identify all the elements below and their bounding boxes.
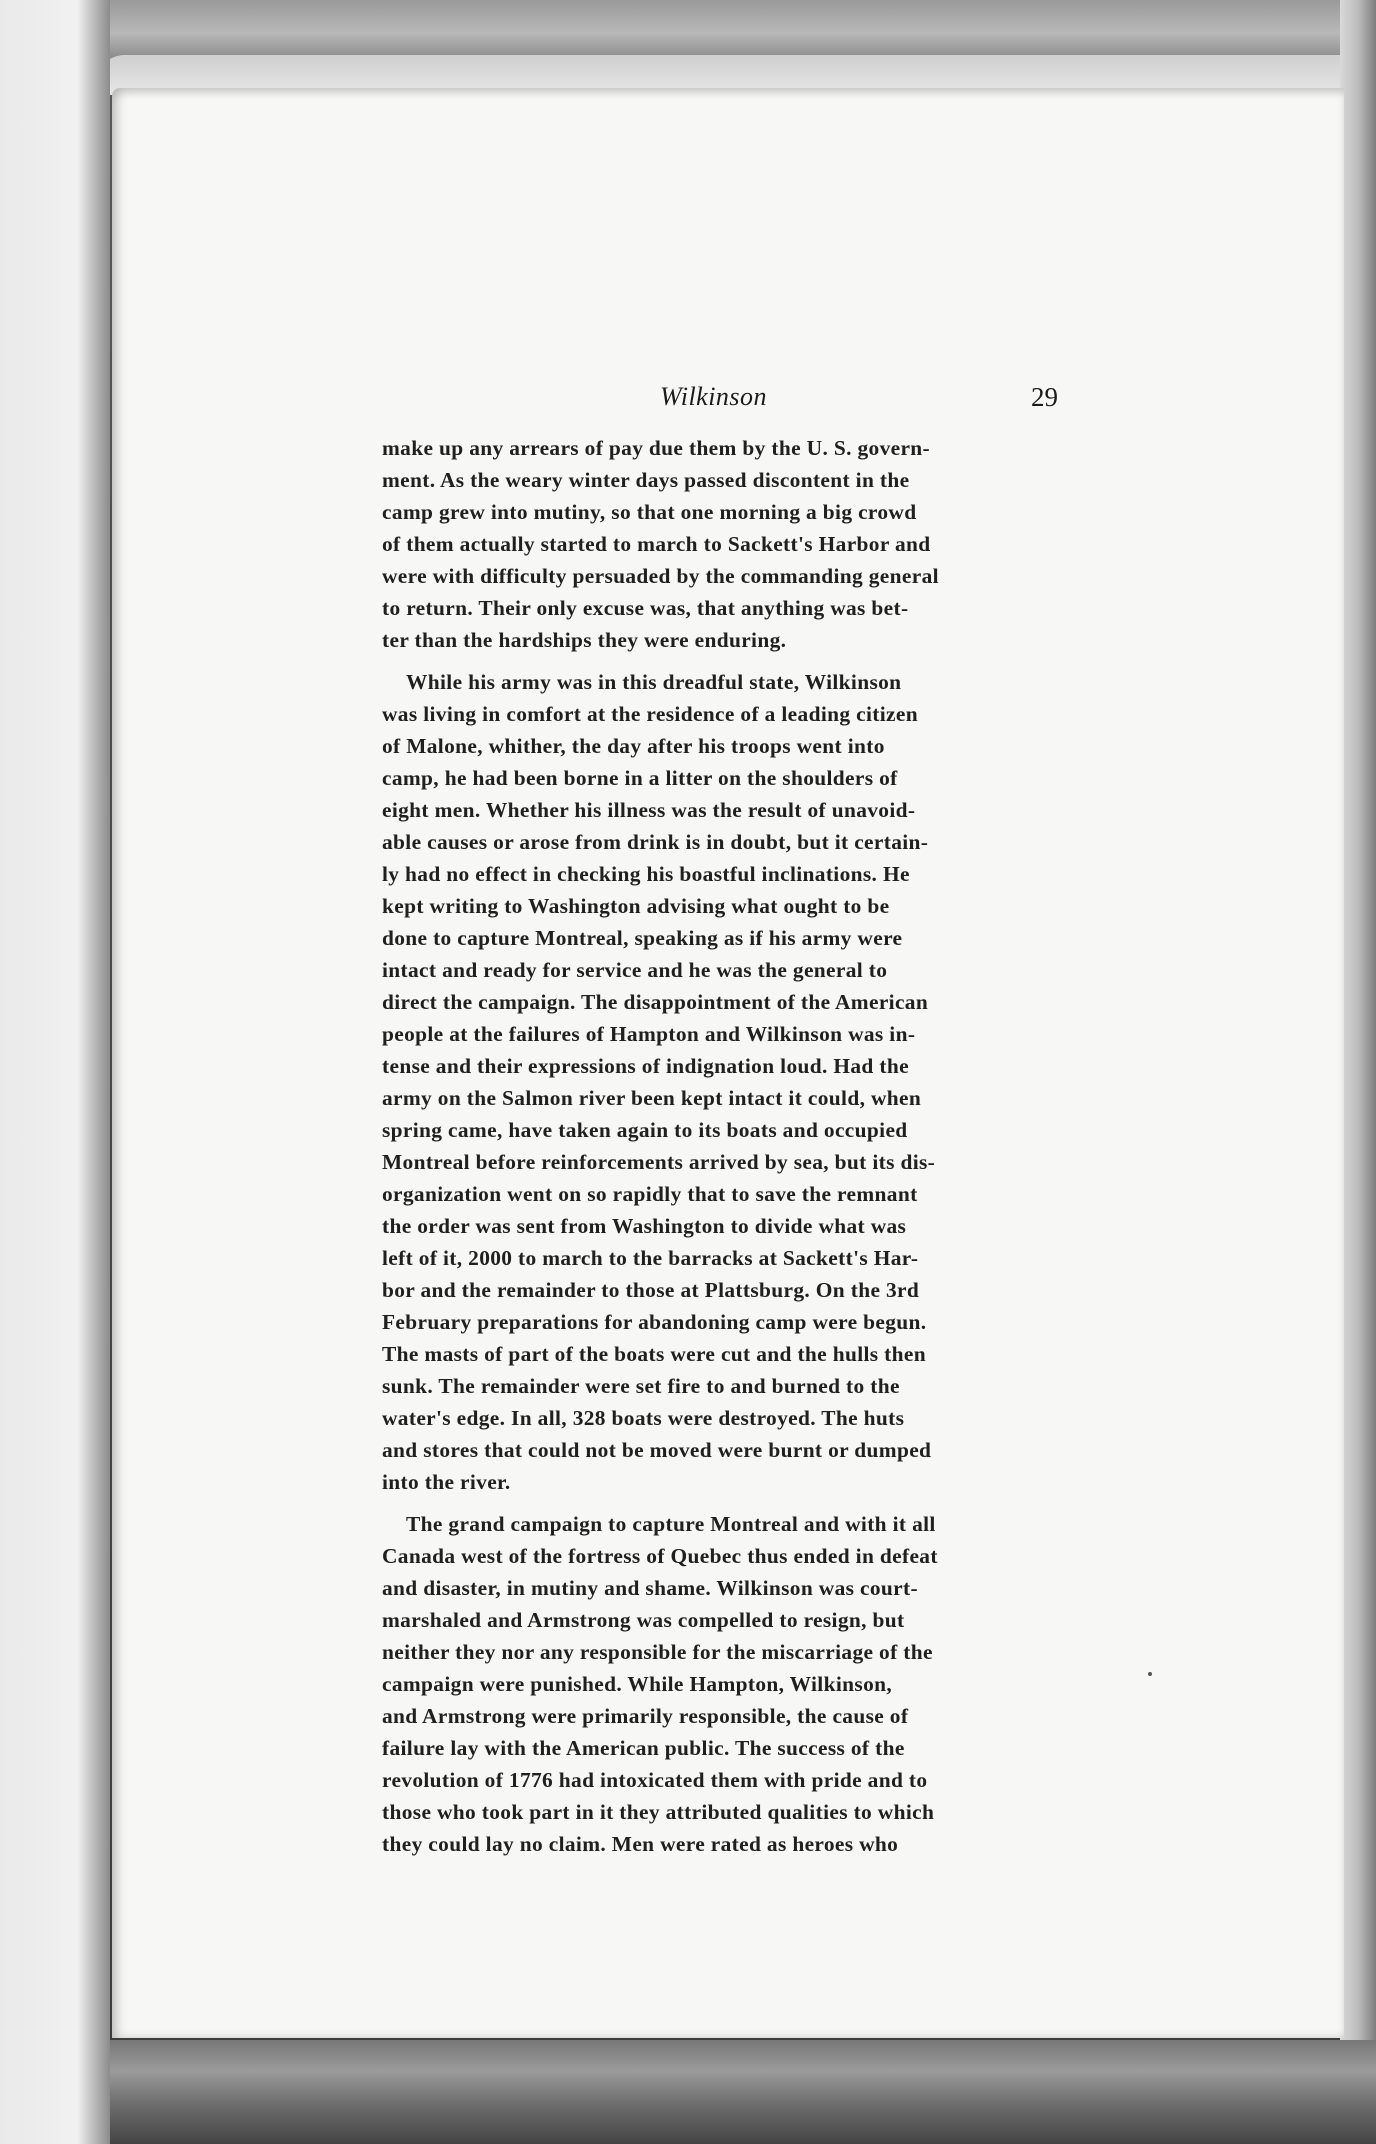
text-line: make up any arrears of pay due them by the U. S. govern-: [382, 436, 931, 460]
text-line: organization went on so rapidly that to save the remnant: [382, 1182, 918, 1206]
text-line: ment. As the weary winter days passed discontent in the: [382, 468, 910, 492]
text-line: left of it, 2000 to march to the barracks at Sackett's Har-: [382, 1246, 919, 1270]
text-line: direct the campaign. The disappointment of the American: [382, 990, 929, 1014]
text-line: campaign were punished. While Hampton, Wilkinson,: [382, 1672, 893, 1696]
text-line: eight men. Whether his illness was the result of unavoid-: [382, 798, 916, 822]
text-line: to return. Their only excuse was, that anything was bet-: [382, 596, 909, 620]
text-line: ly had no effect in checking his boastful inclinations. He: [382, 862, 910, 886]
text-line: able causes or arose from drink is in doubt, but it certain-: [382, 830, 929, 854]
text-line: intact and ready for service and he was the general to: [382, 958, 888, 982]
text-line: February preparations for abandoning camp were begun.: [382, 1310, 927, 1334]
text-line: of them actually started to march to Sackett's Harbor and: [382, 532, 931, 556]
text-line: water's edge. In all, 328 boats were destroyed. The huts: [382, 1406, 905, 1430]
paper-speck: [1148, 1672, 1152, 1676]
paragraph: [382, 666, 1062, 1498]
text-line: sunk. The remainder were set fire to and burned to the: [382, 1374, 900, 1398]
text-line: failure lay with the American public. The success of the: [382, 1736, 905, 1760]
text-line: marshaled and Armstrong was compelled to resign, but: [382, 1608, 905, 1632]
text-line: of Malone, whither, the day after his troops went into: [382, 734, 885, 758]
text-line: bor and the remainder to those at Plattsburg. On the 3rd: [382, 1278, 920, 1302]
text-line: Canada west of the fortress of Quebec thus ended in defeat: [382, 1544, 938, 1568]
text-line: camp grew into mutiny, so that one morning a big crowd: [382, 500, 917, 524]
page-number: 29: [1031, 382, 1058, 412]
paragraph-gap: [382, 656, 1062, 666]
text-line: they could lay no claim. Men were rated as heroes who: [382, 1832, 899, 1856]
text-line: done to capture Montreal, speaking as if his army were: [382, 926, 903, 950]
text-line: were with difficulty persuaded by the commanding general: [382, 564, 939, 588]
text-line: The grand campaign to capture Montreal and with it all: [406, 1512, 936, 1536]
text-line: Montreal before reinforcements arrived by sea, but its dis-: [382, 1150, 936, 1174]
text-line: While his army was in this dreadful state, Wilkinson: [406, 670, 902, 694]
text-line: The masts of part of the boats were cut and the hulls then: [382, 1342, 926, 1366]
text-line: spring came, have taken again to its boats and occupied: [382, 1118, 908, 1142]
text-line: was living in comfort at the residence of a leading citizen: [382, 702, 918, 726]
right-page-edge: [1340, 0, 1376, 2144]
text-line: and disaster, in mutiny and shame. Wilkinson was court-: [382, 1576, 918, 1600]
text-line: and stores that could not be moved were burnt or dumped: [382, 1438, 932, 1462]
paragraph: [382, 1508, 1062, 1860]
left-page-edge: [0, 0, 110, 2144]
text-line: army on the Salmon river been kept intact it could, when: [382, 1086, 922, 1110]
text-line: people at the failures of Hampton and Wilkinson was in-: [382, 1022, 916, 1046]
worn-bottom-edge: [0, 2040, 1376, 2144]
text-line: tense and their expressions of indignation loud. Had the: [382, 1054, 909, 1078]
paragraph-gap: [382, 1498, 1062, 1508]
body-text: [382, 432, 1062, 1860]
text-line: kept writing to Washington advising what ought to be: [382, 894, 890, 918]
text-line: the order was sent from Washington to divide what was: [382, 1214, 907, 1238]
running-head: Wilkinson: [660, 382, 768, 411]
text-line: and Armstrong were primarily responsible, the cause of: [382, 1704, 909, 1728]
page-header: [382, 382, 1058, 422]
text-line: neither they nor any responsible for the miscarriage of the: [382, 1640, 933, 1664]
text-line: those who took part in it they attributed qualities to which: [382, 1800, 935, 1824]
paragraph: [382, 432, 1062, 656]
text-line: camp, he had been borne in a litter on the shoulders of: [382, 766, 898, 790]
text-line: into the river.: [382, 1470, 511, 1494]
text-line: revolution of 1776 had intoxicated them with pride and to: [382, 1768, 928, 1792]
text-line: ter than the hardships they were enduring.: [382, 628, 787, 652]
